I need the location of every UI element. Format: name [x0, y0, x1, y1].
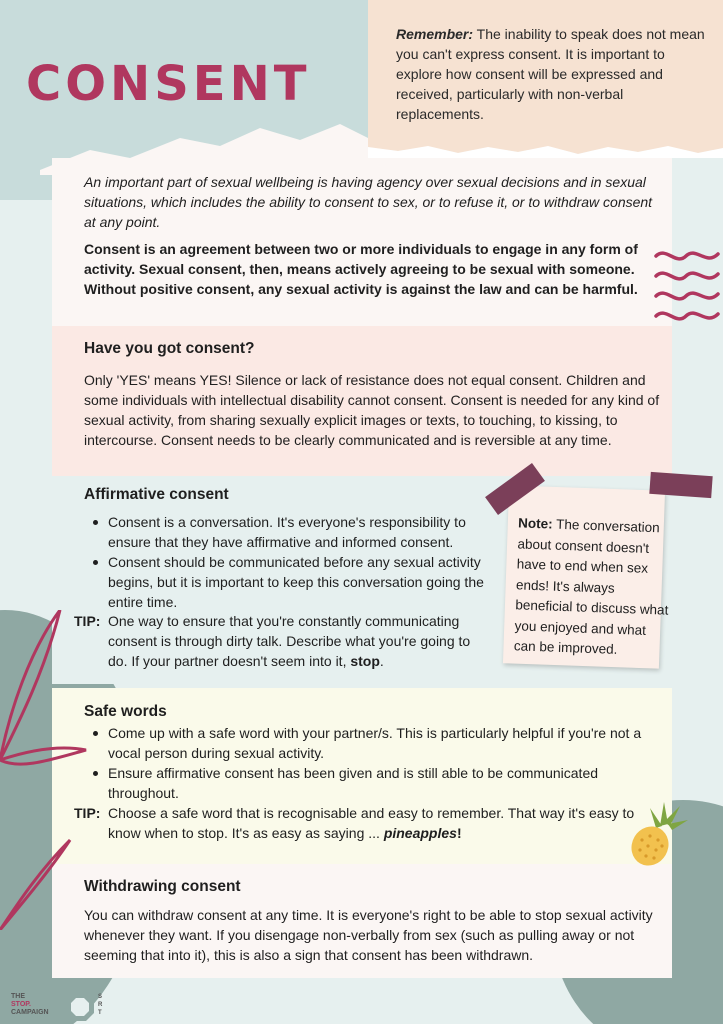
withdrawing-consent-heading: Withdrawing consent: [84, 878, 241, 895]
sticky-note-text: [514, 513, 673, 662]
srt-logo-text: S R T: [98, 994, 103, 1016]
torn-paper-edge: [0, 0, 723, 180]
list-item: Ensure affirmative consent has been given and is still able to be communicated throughout.: [84, 763, 654, 803]
page-title: CONSENT: [26, 56, 311, 112]
affirmative-tip: [74, 611, 484, 671]
remember-text: The inability to speak does not mean you can't express consent. It is important to explore how consent will be expressed and received, particularly with non-verbal replacements.: [396, 26, 705, 122]
safe-words-heading: Safe words: [84, 703, 167, 720]
have-consent-heading: Have you got consent?: [84, 340, 255, 357]
affirmative-consent-heading: Affirmative consent: [84, 486, 229, 503]
tip-emphasis: pineapples: [383, 825, 457, 841]
intro-italic-text: An important part of sexual wellbeing is having agency over sexual decisions and in sexual situations, which includes the ability to consent to sex, or to refuse it, or to withdraw consent at any point.: [84, 174, 653, 230]
list-item: Consent should be communicated before any sexual activity begins, but it is important to keep this conversation going the entire time.: [84, 552, 484, 612]
have-consent-body: Only 'YES' means YES! Silence or lack of resistance does not equal consent. Children and some individuals with intellectual disability cannot consent. Consent is needed for any kind of sexual activity, from sharing sexually explicit images or texts, to touching, to kissing, to intercourse. Consent needs to be clearly communicated and is reversible at any time.: [84, 372, 660, 448]
list-item: Consent is a conversation. It's everyone's responsibility to ensure that they have affirmative and informed consent.: [84, 512, 484, 552]
tip-text: [108, 803, 654, 843]
tip-label: TIP:: [74, 613, 101, 629]
note-label: Note:: [517, 515, 553, 532]
tip-body: Choose a safe word that is recognisable and easy to remember. That way it's easy to know when to stop. It's as easy as saying ...: [108, 805, 635, 841]
list-item: Come up with a safe word with your partner/s. This is particularly helpful if you're not a vocal person during sexual activity.: [84, 723, 654, 763]
stop-campaign-logo: [11, 993, 61, 1017]
tip-text: [108, 611, 484, 671]
remember-label: Remember:: [396, 26, 474, 42]
note-body: The conversation about consent doesn't have to end when sex ends! It's always beneficial to discuss what you enjoyed and what can be improved.: [513, 516, 669, 657]
logo-line-3: CAMPAIGN: [11, 1009, 49, 1016]
safe-words-bullets: [84, 723, 654, 803]
tip-body: One way to ensure that you're constantly communicating consent is through dirty talk. Describe what you're going to do. If your partner doesn't seem into it,: [108, 613, 471, 669]
tip-emphasis: stop: [350, 653, 380, 669]
leaf-outline-icon: [0, 610, 90, 930]
safe-words-tip: [74, 803, 654, 843]
wave-lines-icon: [652, 240, 722, 332]
logo-line-2: STOP.: [11, 1001, 31, 1008]
tip-end: .: [379, 653, 384, 669]
pineapple-icon: [628, 798, 692, 870]
tip-end: !: [456, 825, 462, 841]
tape-strip-right: [649, 472, 712, 498]
intro-bold-text: Consent is an agreement between two or more individuals to engage in any form of activity. Sexual consent, then, means actively agreeing to be sexual with someone. Without positive consent, any sexual activity is against the law and can be harmful.: [84, 241, 638, 297]
tip-label: TIP:: [74, 805, 101, 821]
logo-line-1: THE: [11, 993, 25, 1000]
affirmative-bullets: [84, 512, 484, 612]
withdrawing-consent-body: You can withdraw consent at any time. It is everyone's right to be able to stop sexual activity whenever they want. If you disengage non-verbally from sex (such as pulling away or not seeming that into it), this is also a sign that consent has been withdrawn.: [84, 907, 653, 963]
